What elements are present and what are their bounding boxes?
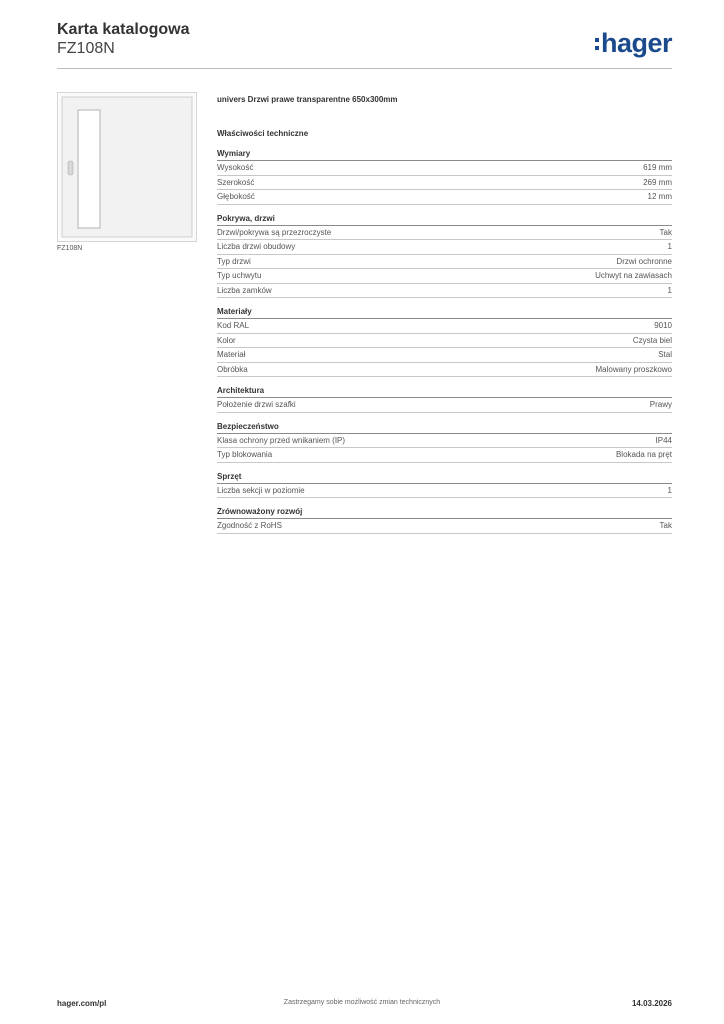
spec-value: Tak — [659, 521, 672, 530]
spec-group-title: Materiały — [217, 306, 672, 319]
spec-value: 9010 — [654, 321, 672, 330]
spec-row — [217, 226, 672, 241]
spec-row — [217, 190, 672, 205]
spec-label: Kolor — [217, 335, 236, 345]
section-heading: Właściwości techniczne — [217, 129, 309, 138]
spec-value: Stal — [658, 350, 672, 359]
brand-name: hager — [600, 28, 672, 58]
spec-value: IP44 — [655, 435, 672, 445]
spec-value: 619 mm — [643, 163, 672, 172]
spec-value: Czysta biel — [632, 335, 672, 345]
spec-label: Typ uchwytu — [217, 271, 262, 280]
spec-row — [217, 319, 672, 334]
spec-value: 1 — [667, 485, 672, 495]
spec-group — [217, 148, 672, 205]
spec-label: Zgodność z RoHS — [217, 521, 282, 530]
spec-label: Liczba drzwi obudowy — [217, 242, 296, 251]
spec-row — [217, 348, 672, 363]
spec-value: Uchwyt na zawiasach — [595, 271, 672, 280]
product-image — [57, 92, 197, 242]
footer-disclaimer: Zastrzegamy sobie możliwość zmian technicznych — [283, 999, 441, 1006]
spec-label: Wysokość — [217, 163, 254, 172]
spec-value: Drzwi ochronne — [616, 256, 672, 266]
spec-label: Materiał — [217, 350, 246, 359]
spec-row — [217, 255, 672, 270]
logo-dots-icon — [595, 38, 599, 50]
spec-label: Obróbka — [217, 364, 248, 374]
spec-label: Położenie drzwi szafki — [217, 400, 296, 409]
spec-row — [217, 434, 672, 449]
spec-row — [217, 334, 672, 349]
header-divider — [57, 68, 672, 69]
spec-label: Liczba sekcji w poziomie — [217, 485, 305, 495]
spec-row — [217, 176, 672, 191]
spec-label: Kod RAL — [217, 321, 250, 330]
spec-label: Głębokość — [217, 192, 255, 201]
spec-row — [217, 284, 672, 299]
brand-logo — [595, 28, 672, 59]
spec-group-title: Architektura — [217, 385, 672, 398]
spec-group — [217, 506, 672, 534]
spec-row — [217, 240, 672, 255]
spec-row — [217, 398, 672, 413]
image-caption: FZ108N — [57, 245, 83, 252]
spec-group-title: Pokrywa, drzwi — [217, 213, 672, 226]
spec-row — [217, 484, 672, 499]
spec-value: Tak — [659, 227, 672, 237]
spec-row — [217, 363, 672, 378]
product-code: FZ108N — [57, 40, 115, 57]
spec-row — [217, 519, 672, 534]
spec-group — [217, 385, 672, 413]
spec-group-title: Zrównoważony rozwój — [217, 506, 672, 519]
spec-row — [217, 269, 672, 284]
spec-label: Drzwi/pokrywa są przezroczyste — [217, 227, 332, 237]
spec-group-title: Bezpieczeństwo — [217, 421, 672, 434]
spec-group — [217, 471, 672, 499]
spec-group — [217, 306, 672, 377]
spec-value: 1 — [667, 285, 672, 295]
spec-content — [217, 95, 672, 542]
spec-label: Szerokość — [217, 177, 255, 187]
spec-groups — [217, 148, 672, 534]
spec-row — [217, 161, 672, 176]
spec-value: Blokada na pręt — [615, 450, 672, 459]
spec-label: Typ blokowania — [217, 450, 273, 459]
spec-row — [217, 448, 672, 463]
spec-value: 269 mm — [643, 177, 672, 187]
spec-value: 12 mm — [647, 192, 672, 201]
spec-group-title: Sprzęt — [217, 471, 672, 484]
spec-group-title: Wymiary — [217, 148, 672, 161]
document-title: Karta katalogowa — [57, 21, 190, 38]
product-name: univers Drzwi prawe transparentne 650x300mm — [217, 95, 398, 104]
spec-value: Prawy — [649, 400, 672, 409]
spec-label: Klasa ochrony przed wnikaniem (IP) — [217, 435, 346, 445]
spec-group — [217, 421, 672, 463]
spec-value: Malowany proszkowo — [595, 364, 672, 374]
spec-group — [217, 213, 672, 299]
door-illustration-icon — [58, 93, 196, 241]
spec-label: Liczba zamków — [217, 285, 272, 295]
footer-date: 14.03.2026 — [631, 999, 672, 1008]
footer-website-link[interactable]: hager.com/pl — [57, 999, 107, 1008]
spec-label: Typ drzwi — [217, 256, 251, 266]
spec-value: 1 — [667, 242, 672, 251]
